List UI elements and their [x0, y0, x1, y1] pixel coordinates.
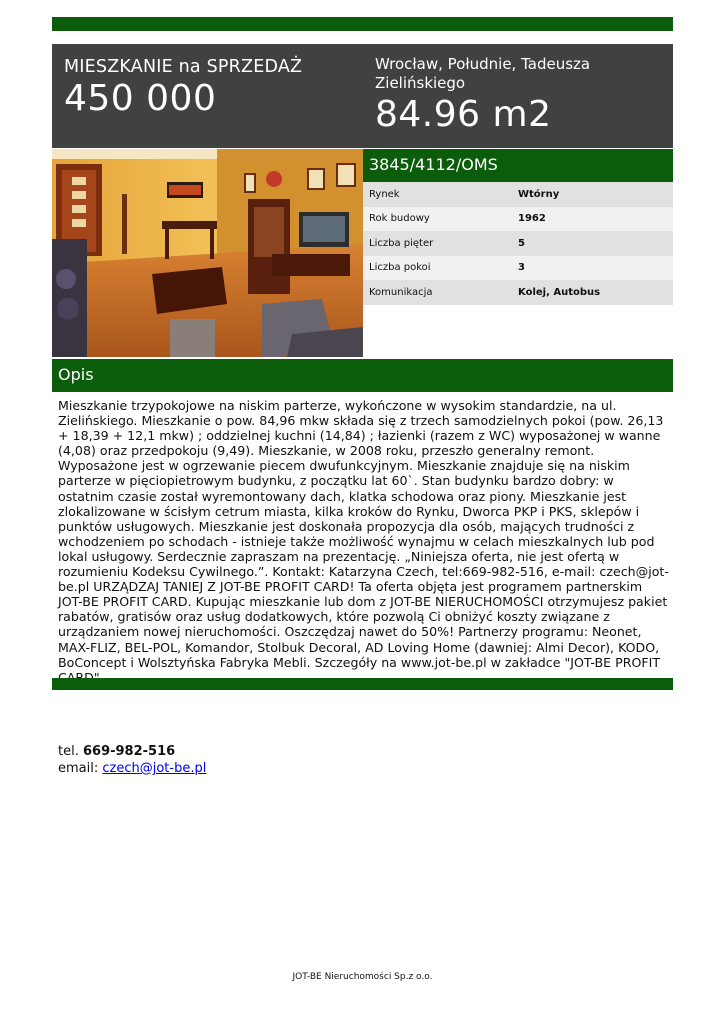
- property-photo: [52, 149, 363, 357]
- header-right: [375, 55, 665, 135]
- living-room-image: [52, 149, 363, 357]
- table-row: [363, 280, 673, 305]
- area: 84.96 m2: [375, 94, 552, 135]
- contact-block: [58, 743, 206, 777]
- detail-value: 3: [518, 262, 525, 274]
- detail-value: Kolej, Autobus: [518, 286, 601, 298]
- reference-bar: [363, 149, 673, 182]
- phone-line: [58, 743, 206, 760]
- email-line: [58, 760, 206, 777]
- table-row: [363, 231, 673, 256]
- price: 450 000: [64, 78, 217, 119]
- listing-header: [52, 44, 673, 148]
- header-left: [64, 56, 302, 119]
- top-accent-bar: [52, 17, 673, 31]
- table-row: [363, 207, 673, 232]
- detail-label: Liczba pokoi: [369, 262, 431, 274]
- email-link[interactable]: czech@jot-be.pl: [102, 761, 207, 776]
- reference-number: 3845/4112/OMS: [369, 155, 498, 174]
- email-label: email:: [58, 761, 99, 776]
- detail-value: Wtórny: [518, 188, 560, 200]
- footer-company: JOT-BE Nieruchomości Sp.z o.o.: [292, 972, 433, 982]
- description-text: Mieszkanie trzypokojowe na niskim parterze, wykończone w wysokim standardzie, na ul. Zielińskiego. Mieszkanie o pow. 84,96 mkw składa się z trzech samodzielnych pokoi (pow. 26,13 + 18,39 + 12,1 mkw) ; oddzielnej kuchni (14,84) ; łazienki (razem z WC) wyposażonej w wanne (4,08) oraz przedpokoju (9,49). Mieszkanie, w 2008 roku, przeszło generalny remont. Wyposażone jest w ogrzewanie piecem dwufunkcyjnym. Mieszkanie znajduje się na niskim parterze w pięciopietrowym budynku, z początku lat 60`. Stan budynku bardzo dobry: w ostatnim czasie został wyremontowany dach, klatka schodowa oraz piony. Mieszkanie jest zlokalizowane w ścisłym cetrum miasta, kilka kroków do Rynku, Dworca PKP i PKS, sklepów i punktów usługowych. Mieszkanie jest doskonała propozycja dla osób, mających trudności z wchodzeniem po schodach - istnieje także możliwość wynajmu w celach mieszkalnych lub pod lokal usługowy. Serdecznie zapraszam na prezentację. „Niniejsza oferta, nie jest ofertą w rozumieniu Kodeksu Cywilnego.”. Kontakt: Katarzyna Czech, tel:669-982-516, e-mail: czech@jot-be.pl URZĄDZAJ TANIEJ Z JOT-BE PROFIT CARD! Ta oferta objęta jest programem partnerskim JOT-BE PROFIT CARD. Kupując mieszkanie lub dom z JOT-BE NIERUCHOMOŚCI otrzymujesz pakiet rabatów, gratisów oraz usług dodatkowych, które pozwolą Ci obniżyć koszty związane z urządzaniem nowej nieruchomości. Oszczędzaj nawet do 50%! Partnerzy programu: Neonet, MAX-FLIZ, BEL-POL, Komandor, Stolbuk Decoral, AD Loving Home (dawniej: Almi Decor), KODO, BoConcept i Wolsztyńska Fabryka Mebli. Szczegóły na www.jot-be.pl w zakładce "JOT-BE PROFIT: [58, 398, 669, 670]
- detail-label: Rok budowy: [369, 213, 430, 225]
- section-title: Opis: [58, 365, 94, 384]
- table-row: [363, 182, 673, 207]
- phone-number: 669-982-516: [82, 744, 176, 759]
- detail-value: 5: [518, 237, 525, 249]
- description-section-bar: [52, 359, 673, 392]
- detail-label: Rynek: [369, 188, 400, 200]
- details-table: [363, 182, 673, 305]
- table-row: [363, 256, 673, 281]
- detail-value: 1962: [518, 213, 546, 225]
- offer-type: MIESZKANIE na SPRZEDAŻ: [64, 57, 303, 77]
- bottom-accent-bar: [52, 678, 673, 690]
- detail-label: Komunikacja: [369, 286, 433, 298]
- detail-label: Liczba pięter: [369, 237, 434, 249]
- location: Wrocław, Południe, Tadeusza Zielińskiego: [375, 55, 591, 92]
- phone-label: tel.: [58, 744, 79, 759]
